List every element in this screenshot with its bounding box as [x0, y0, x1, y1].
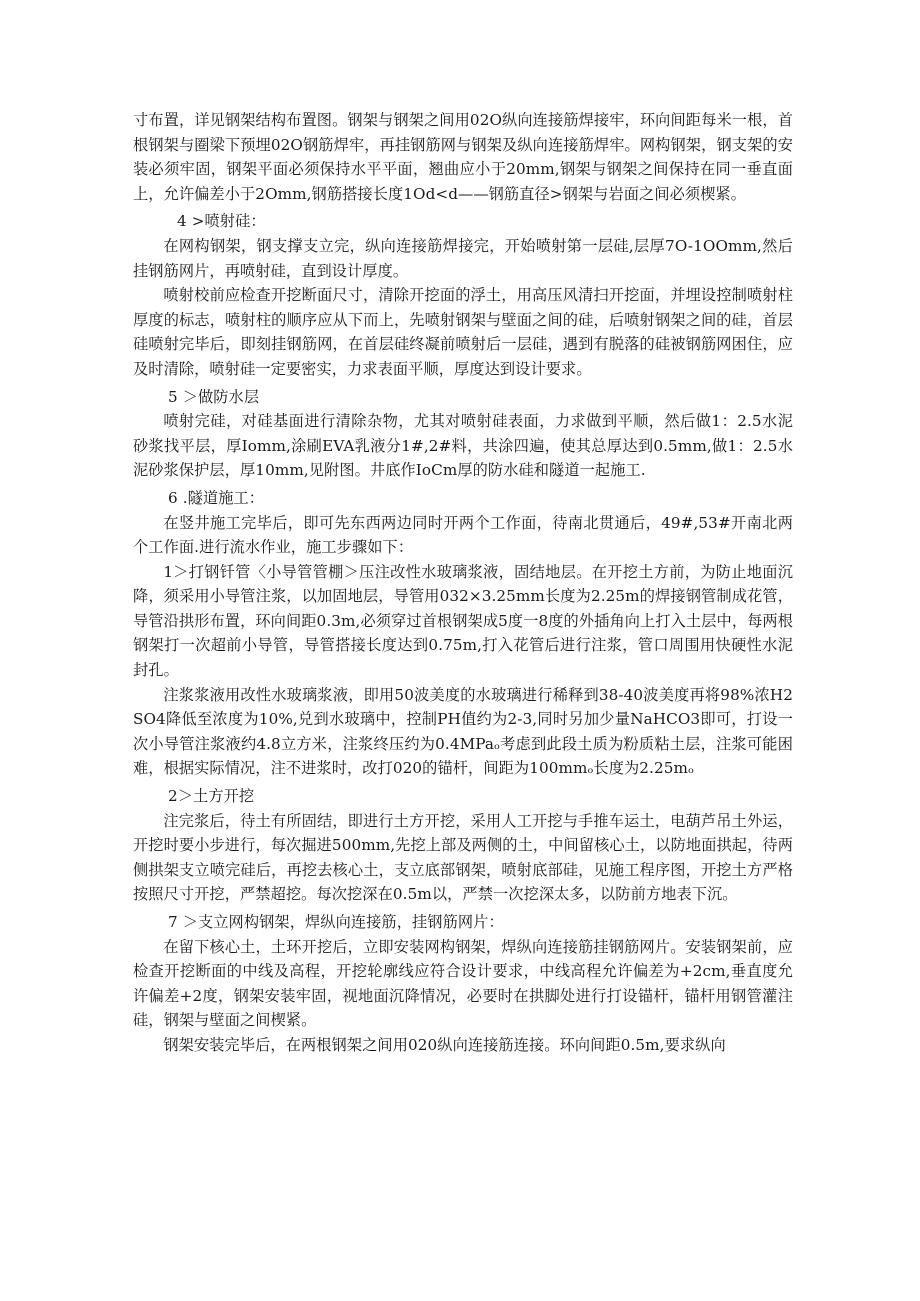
paragraph-shotcrete-procedure: 喷射校前应检查开挖断面尺寸，清除开挖面的浮土，用高压风清扫开挖面，并埋设控制喷射柱厚度的标志，喷射柱的顺序应从下而上，先喷射钢架与壁面之间的硅，后喷射钢架之间的硅，首层硅喷射完毕后，即刻挂钢筋网，在首层硅终凝前喷射后一层硅，遇到有脱落的硅被钢筋网困住，应及时清除，喷射硅一定要密实，力求表面平顺，厚度达到设计要求。	[133, 286, 793, 378]
paragraph-waterproof-layer: 喷射完硅，对硅基面进行清除杂物，尤其对喷射硅表面，力求做到平顺，然后做1：2.5水泥砂浆找平层，厚Iomm,涂刷EVA乳液分1#,2#料，共涂四遍，使其总厚达到0.5mm,做1：2.5水泥砂浆保护层，厚10mm,见附图。井底作IoCm厚的防水硅和隧道一起施工.	[133, 412, 793, 480]
paragraph-longitudinal-bars: 钢架安装完毕后，在两根钢架之间用020纵向连接筋连接。环向间距0.5m,要求纵向	[163, 1035, 726, 1054]
heading-tunnel-construction: 6 .隧道施工：	[168, 488, 265, 507]
paragraph-steel-pipe-grouting: 1＞打钢钎管〈小导管管棚＞压注改性水玻璃浆液，固结地层。在开挖土方前，为防止地面沉降，须采用小导管注浆，以加固地层，导管用032×3.25mm长度为2.25m的焊接钢管制成花管，导管沿拱形布置，环向间距0.3m,必须穿过首根钢架成5度一8度的外插角向上打入土层中，每两根钢架打一次超前小导管，导管搭接长度达到0.75m,打入花管后进行注浆，管口周围用快硬性水泥封孔。	[133, 562, 793, 680]
document-body	[133, 108, 793, 1058]
heading-install-steel-frame: 7 ＞支立网构钢架，焊纵向连接筋，挂钢筋网片：	[168, 913, 504, 931]
paragraph-steel-frame-layout: 寸布置，详见钢架结构布置图。钢架与钢架之间用02O纵向连接筋焊接牢，环向间距每米一根，首根钢架与圈梁下预埋02O钢筋焊牢，再挂钢筋网与钢架及纵向连接筋焊牢。网构钢架，钢支架的安装必须牢固，钢架平面必须保持水平平面，翘曲应小于20mm,钢架与钢架之间保持在同一垂直面上，允许偏差小于2Omm,钢筋搭接长度1Od<d——钢筋直径>钢架与岩面之间必须楔紧。	[133, 111, 793, 203]
paragraph-grout-mix: 注浆浆液用改性水玻璃浆液，即用50波美度的水玻璃进行稀释到38-40波美度再将98%浓H2SO4降低至浓度为10%,兑到水玻璃中，控制PH值约为2-3,同时另加少量NaHCO3即可，打设一次小导管注浆液约4.8立方米，注浆终压约为0.4MPaₒ考虑到此段土质为粉质粘土层，注浆可能困难，根据实际情况，注不进浆时，改打020的锚杆，间距为100mmₒ长度为2.25mₒ	[133, 685, 793, 778]
paragraph-install-steel-frame: 在留下核心土，土环开挖后，立即安装网构钢架，焊纵向连接筋挂钢筋网片。安装钢架前，应检查开挖断面的中线及高程，开挖轮廓线应符合设计要求，中线高程允许偏差为+2cm,垂直度允许偏差+2度，钢架安装牢固，视地面沉降情况，必要时在拱脚处进行打设锚杆，锚杆用钢管灌注硅，钢架与壁面之间楔紧。	[133, 937, 793, 1030]
paragraph-earth-excavation: 注完浆后，待土有所固结，即进行土方开挖，采用人工开挖与手推车运土，电葫芦吊土外运，开挖时要小步进行，每次掘进500mm,先挖上部及两侧的土，中间留核心土，以防地面拱起，待两侧拱架支立喷完硅后，再挖去核心土，支立底部钢架，喷射底部硅，见施工程序图，开挖土方严格按照尺寸开挖，严禁超挖。每次挖深在0.5m以，严禁一次挖深太多，以防前方地表下沉。	[133, 811, 793, 904]
paragraph-shotcrete-first-layer: 在网构钢架，钢支撑支立完，纵向连接筋焊接完，开始喷射第一层硅,层厚7O-1OOmm,然后挂钢筋网片，再喷射硅，直到设计厚度。	[133, 236, 793, 280]
heading-shotcrete: 4 >喷射硅：	[177, 212, 266, 231]
paragraph-tunnel-work-faces: 在竖井施工完毕后，即可先东西两边同时开两个工作面，待南北贯通后，49#,53#开南北两个工作面.进行流水作业，施工步骤如下：	[133, 513, 793, 557]
heading-earth-excavation: 2＞土方开挖	[168, 787, 255, 806]
heading-waterproof-layer: 5 ＞做防水层	[168, 387, 260, 406]
